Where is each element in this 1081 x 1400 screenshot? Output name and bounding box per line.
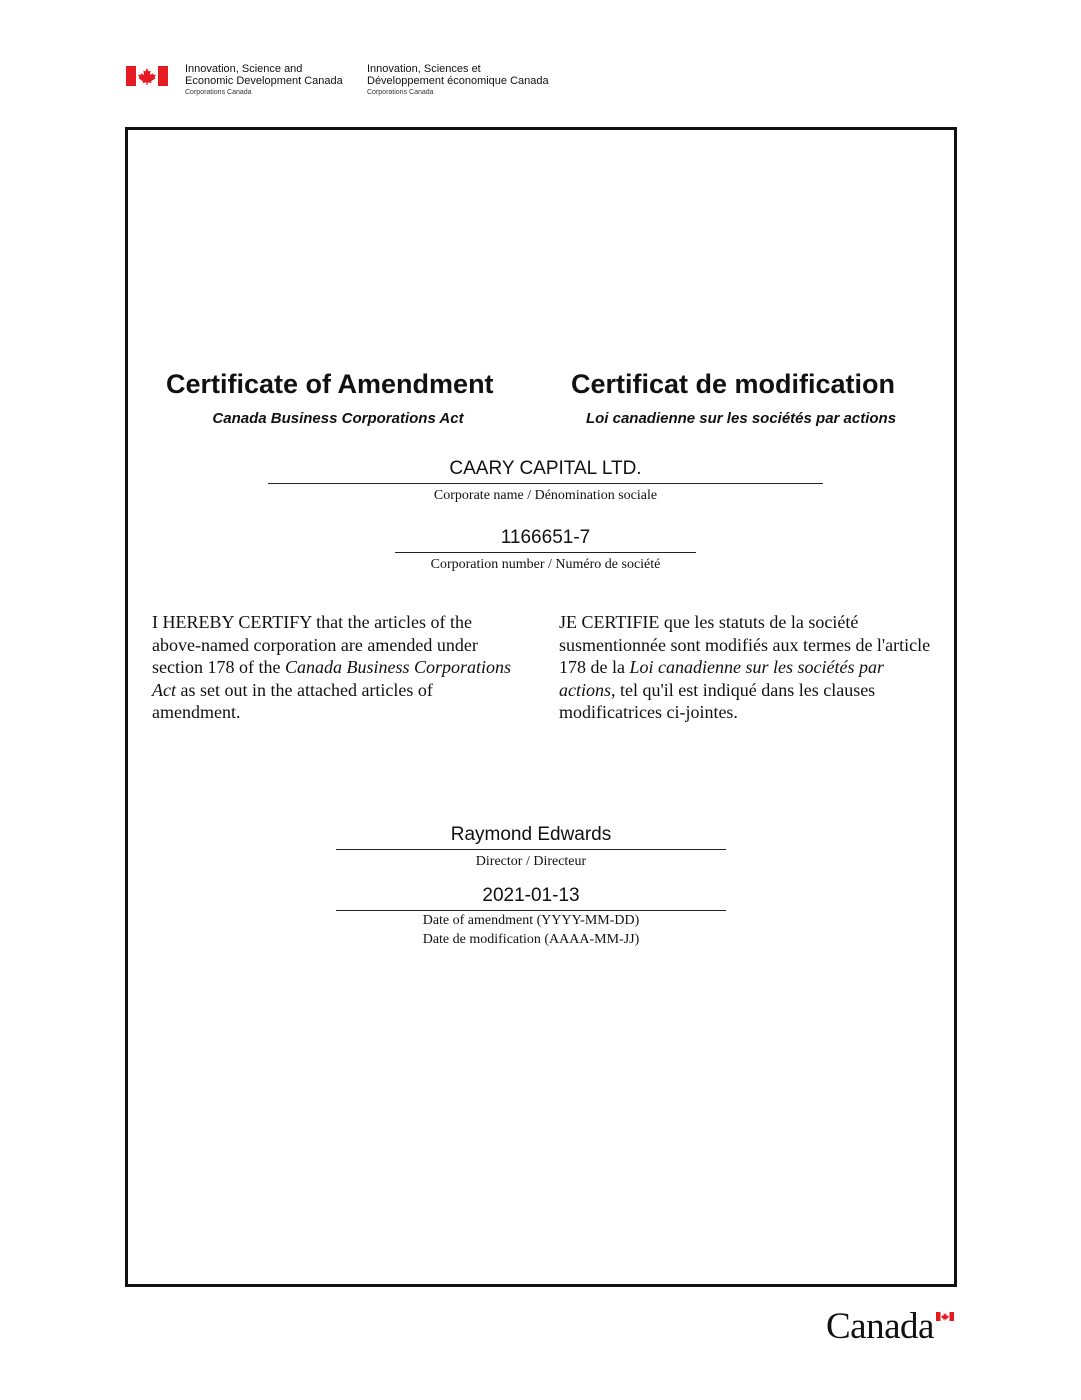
amendment-date-label-english: Date of amendment (YYYY-MM-DD) [422,913,640,928]
canada-wordmark-flag-icon [936,1312,954,1321]
act-name-french: Loi canadienne sur les sociétés par actions [585,410,897,427]
amendment-date-field [336,884,726,949]
certify-english-act: Canada Business Corporations Act [152,657,512,700]
corporate-name-value: CAARY CAPITAL LTD. [449,458,642,479]
corporation-number-rule [395,552,696,553]
corporate-name-rule [268,483,823,484]
department-name-french [367,63,549,98]
canada-flag-icon [126,66,168,86]
director-label: Director / Directeur [475,854,587,869]
certificate-title-english: Certificate of Amendment [166,369,494,399]
certify-english-part1: I HEREBY CERTIFY that the articles of the above-named corporation are amended under section 178 of the [152,612,478,677]
director-rule [336,849,726,850]
amendment-date-label-french: Date de modification (AAAA-MM-JJ) [422,932,640,947]
department-name-english [185,63,343,98]
director-name: Raymond Edwards [450,824,612,845]
certify-english-part2: as set out in the attached articles of amendment. [152,679,433,722]
corporate-name-field [268,457,823,505]
department-english-line1: Innovation, Science and [185,63,303,75]
corporation-number-field [395,526,696,574]
act-name-english: Canada Business Corporations Act [212,410,464,427]
amendment-date-value: 2021-01-13 [482,885,580,906]
department-english-line2: Economic Development Canada [185,75,343,87]
department-french-sub: Corporations Canada [367,89,434,96]
certify-french-act: Loi canadienne sur les sociétés par actions [559,657,884,700]
corporate-name-label: Corporate name / Dénomination sociale [433,488,658,503]
department-french-line1: Innovation, Sciences et [367,63,481,75]
director-field [336,823,726,871]
certify-french-part2: , tel qu'il est indiqué dans les clauses modificatrices ci-jointes. [559,679,876,722]
canada-wordmark-text: Canada [826,1306,934,1347]
certify-french-part1: JE CERTIFIE que les statuts de la société susmentionnée sont modifiés aux termes de l'article 178 de la [559,612,931,677]
canada-wordmark [826,1307,956,1347]
corporation-number-label: Corporation number / Numéro de société [430,557,661,572]
department-french-line2: Développement économique Canada [367,75,549,87]
certification-text-french [559,611,944,724]
department-header [126,63,726,103]
certification-text-english [152,611,522,724]
department-english-sub: Corporations Canada [185,89,252,96]
corporation-number-value: 1166651-7 [500,527,591,548]
certificate-title-french: Certificat de modification [571,369,896,399]
